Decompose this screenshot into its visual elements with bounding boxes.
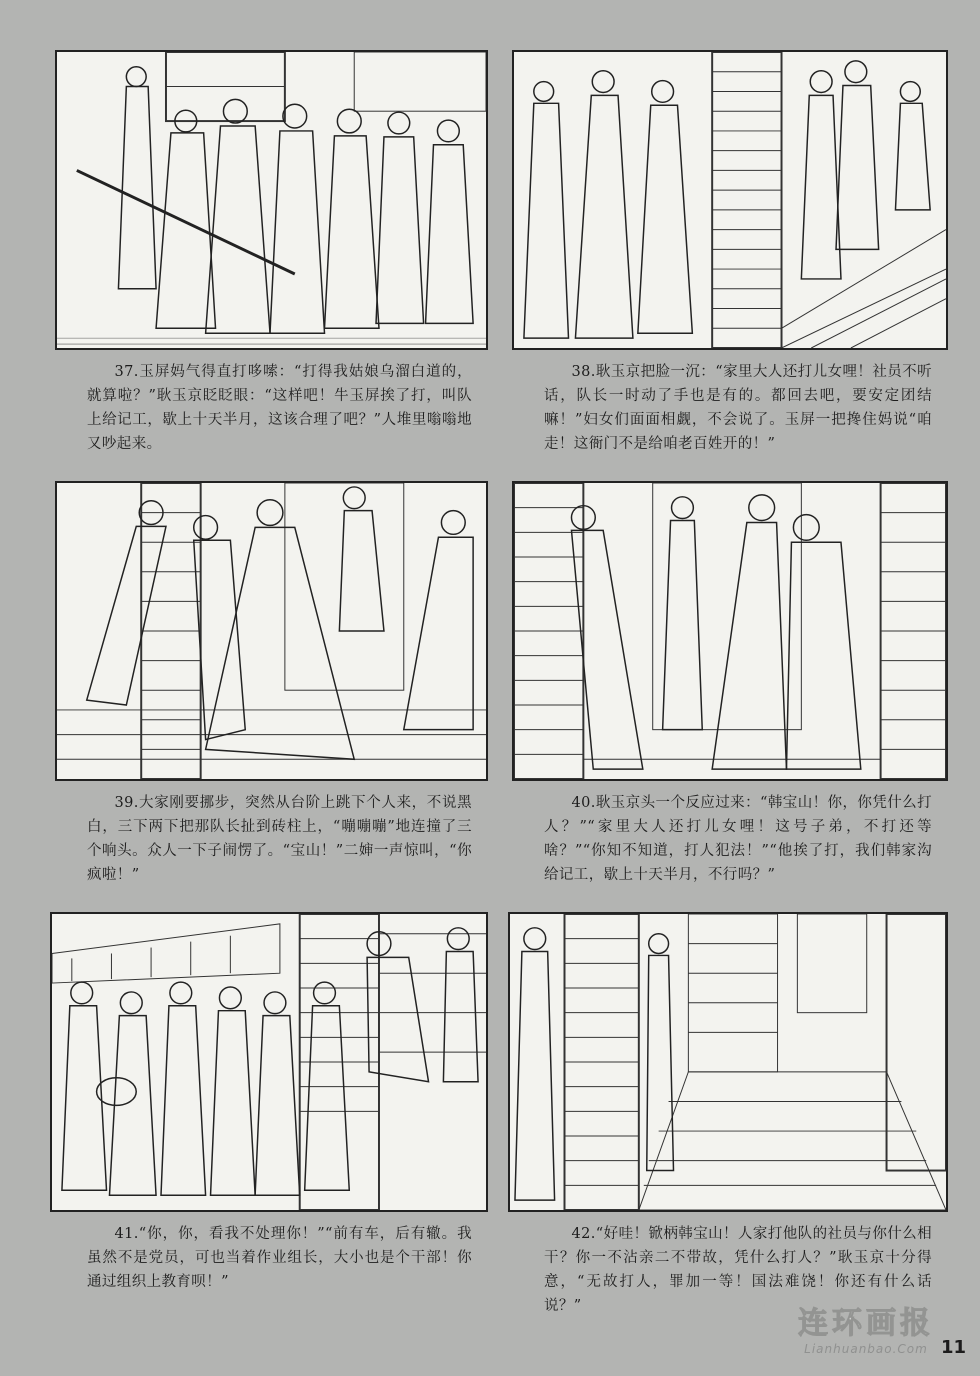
crowd-gathering-image: [52, 914, 486, 1210]
panel-38-caption: 38.耿玉京把脸一沉：“家里大人还打儿女哩！社员不听话，队长一时动了手也是有的。都回去吧，要安定团结嘛！”妇女们面面相觑，不会说了。玉屏一把搀住妈说“咱走！这衙门不是给咱老百姓开的！”: [544, 364, 932, 452]
panel-39-caption: 39.大家刚要挪步，突然从台阶上跳下个人来，不说黑白，三下两下把那队长扯到砖柱上，“嘣嘣嘣”地连撞了三个响头。众人一下子闹愣了。“宝山！”二婶一声惊叫，“你疯啦！”: [87, 795, 472, 883]
confrontation-image: [514, 483, 946, 779]
panel-40-illustration: [512, 481, 948, 781]
panel-37-illustration: [55, 50, 488, 350]
site-watermark: [798, 1298, 934, 1356]
watermark-logo-text: 连环画报: [798, 1306, 934, 1341]
panel-42-illustration: [508, 912, 948, 1212]
panel-41-illustration: [50, 912, 488, 1212]
brick-wall-scene-image: [514, 52, 946, 348]
panel-39-illustration: [55, 481, 488, 781]
panel-37-caption: 37.玉屏妈气得直打哆嗦：“打得我姑娘乌溜白道的，就算啦？”耿玉京眨眨眼：“这样吧！牛玉屏挨了打，叫队上给记工，歇上十天半月，这该合理了吧？”人堆里嗡嗡地又吵起来。: [87, 364, 472, 452]
panel-40-caption: 40.耿玉京头一个反应过来：“韩宝山！你，你凭什么打人？”“家里大人还打儿女哩！这号子弟，不打还等啥？”“你知不知道，打人犯法！”“他挨了打，我们韩家沟给记工，歇上十天半月，不行吗？”: [544, 795, 932, 883]
page-number: 11: [940, 1337, 966, 1358]
watermark-url: Lianhuanbao.Com: [804, 1342, 928, 1356]
alley-scene-image: [510, 914, 946, 1210]
panel-42-caption: 42.“好哇！锨柄韩宝山！人家打他队的社员与你什么相干？你一不沾亲二不带故，凭什么打人？”耿玉京十分得意，“无故打人，罪加一等！国法难饶！你还有什么话说？”: [544, 1226, 932, 1314]
panel-38-illustration: [512, 50, 948, 350]
crowd-scene-image: [57, 52, 486, 348]
panel-41-caption: 41.“你，你，看我不处理你！”“前有车，后有辙。我虽然不是党员，可也当着作业组长，大小也是个干部！你通过组织上教育呗！”: [87, 1226, 472, 1290]
fight-at-pillar-image: [57, 483, 486, 779]
